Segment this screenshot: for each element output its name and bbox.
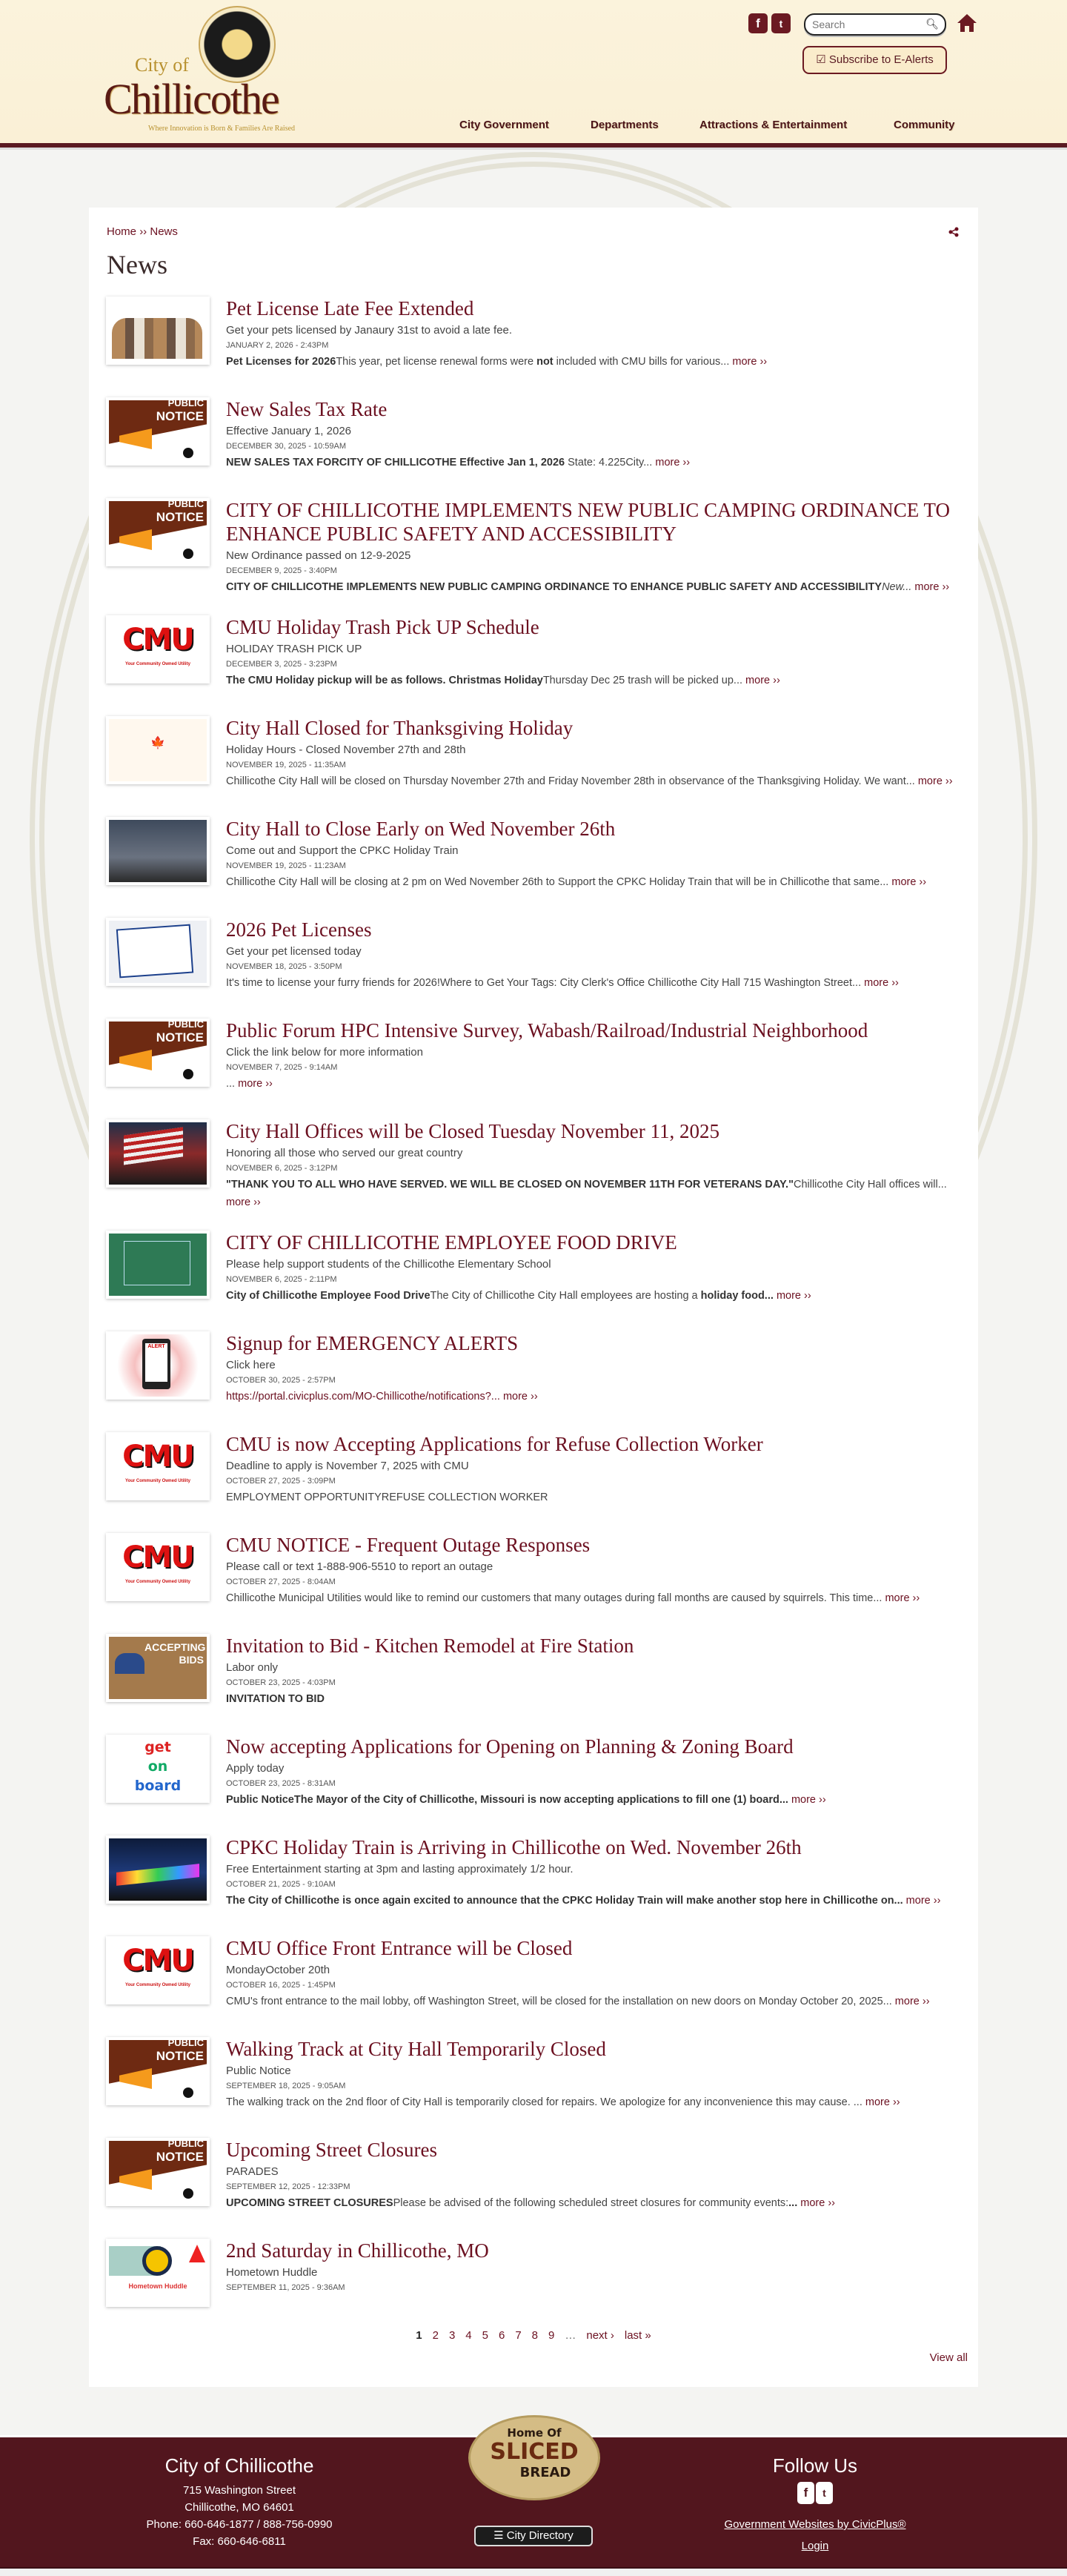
news-title[interactable]: Public Forum HPC Intensive Survey, Wabash/Railroad/Industrial Neighborhood <box>226 1019 868 1042</box>
news-summary <box>226 2194 962 2212</box>
footer-address-2: Chillicothe, MO 64601 <box>185 2501 294 2514</box>
news-title[interactable]: Invitation to Bid - Kitchen Remodel at Fire Station <box>226 1635 634 1657</box>
checkbox-icon: ☑ <box>816 53 829 66</box>
summary-text: Public NoticeThe Mayor of the City of Chillicothe, Missouri is now accepting applications to fill one (1) board... <box>226 1794 788 1806</box>
news-summary <box>226 1176 962 1211</box>
bread-logo-line3: BREAD <box>519 2465 571 2480</box>
news-summary <box>226 873 962 891</box>
page-last[interactable]: last » <box>624 2329 651 2342</box>
news-summary <box>226 672 962 689</box>
site-header <box>0 0 1067 143</box>
more-link[interactable]: more ›› <box>914 581 950 593</box>
header-divider-shadow <box>0 148 1067 150</box>
summary-text: Thursday Dec 25 trash will be picked up... <box>542 675 743 686</box>
city-directory-label: City Directory <box>506 2529 574 2542</box>
search-icon[interactable]: 🔍︎ <box>925 18 939 30</box>
news-item <box>106 1735 962 1816</box>
news-title[interactable]: New Sales Tax Rate <box>226 398 388 420</box>
news-thumbnail-food[interactable] <box>106 1231 210 1299</box>
more-link[interactable]: more ›› <box>226 1196 261 1208</box>
summary-text: New... <box>882 581 912 593</box>
page-link[interactable]: 5 <box>482 2329 488 2342</box>
news-thumbnail-pets[interactable] <box>106 297 210 365</box>
news-thumbnail-cmu[interactable] <box>106 615 210 683</box>
news-date: OCTOBER 23, 2025 - 4:03PM <box>226 1678 336 1687</box>
news-date: DECEMBER 30, 2025 - 10:59AM <box>226 442 347 451</box>
more-link[interactable]: more ›› <box>732 356 768 368</box>
news-date: OCTOBER 27, 2025 - 3:09PM <box>226 1477 336 1486</box>
summary-text: NEW SALES TAX FORCITY OF CHILLICOTHE Effective Jan 1, 2026 <box>226 457 565 468</box>
news-summary <box>226 974 962 992</box>
facebook-icon[interactable]: f <box>748 13 768 33</box>
news-item <box>106 716 962 798</box>
news-subtitle: New Ordinance passed on 12-9-2025 <box>226 549 411 562</box>
news-item <box>106 615 962 697</box>
news-item <box>106 1835 962 1917</box>
pagination <box>89 2329 978 2342</box>
news-subtitle: Please help support students of the Chillicothe Elementary School <box>226 1258 551 1271</box>
page-link[interactable]: 2 <box>432 2329 439 2342</box>
news-title[interactable]: 2nd Saturday in Chillicothe, MO <box>226 2239 489 2262</box>
summary-text: Chillicothe City Hall offices will... <box>793 1179 947 1191</box>
news-date: OCTOBER 23, 2025 - 8:31AM <box>226 1779 336 1788</box>
news-thumbnail-bids[interactable] <box>106 1634 210 1702</box>
search-box <box>804 13 946 36</box>
page-link[interactable]: 8 <box>531 2329 539 2342</box>
news-title[interactable]: CMU Holiday Trash Pick UP Schedule <box>226 616 539 638</box>
thumb-text: CMU <box>122 623 193 657</box>
page-next[interactable]: next › <box>586 2329 614 2342</box>
logo-name: Chillicothe <box>104 75 279 123</box>
twitter-icon[interactable]: t <box>771 13 791 33</box>
thumb-text: get <box>144 1739 171 1755</box>
news-summary <box>226 2093 962 2111</box>
news-item <box>106 1019 962 1100</box>
news-item <box>106 1533 962 1615</box>
news-subtitle: Free Entertainment starting at 3pm and lasting approximately 1/2 hour. <box>226 1863 574 1875</box>
news-date: JANUARY 2, 2026 - 2:43PM <box>226 341 329 350</box>
thumb-text: PUBLIC <box>167 2141 204 2148</box>
summary-text: "THANK YOU TO ALL WHO HAVE SERVED. WE WILL BE CLOSED ON NOVEMBER 11TH FOR VETERANS DAY." <box>226 1179 794 1191</box>
summary-text: Chillicothe City Hall will be closed on Thursday November 27th and Friday November 28th in observance of the Thanksgiving Holiday. We want... <box>226 775 915 787</box>
nav-city-government[interactable]: City Government <box>459 119 549 131</box>
thumb-text: board <box>134 1778 182 1794</box>
summary-text: The City of Chillicothe is once again excited to announce that the CPKC Holiday Train will make another stop here in Chillicothe on... <box>226 1895 903 1907</box>
footer-twitter-icon[interactable]: t <box>816 2482 833 2504</box>
news-thumbnail-trainphoto[interactable] <box>106 817 210 885</box>
news-item <box>106 1119 962 1211</box>
news-item <box>106 1936 962 2018</box>
news-thumbnail-notice[interactable] <box>106 498 210 566</box>
news-summary <box>226 1388 962 1405</box>
more-link[interactable]: more ›› <box>655 457 691 468</box>
news-list <box>106 297 962 2340</box>
more-link[interactable]: more ›› <box>502 1391 538 1403</box>
logo-tagline: Where Innovation is Born & Families Are Raised <box>148 125 296 133</box>
thumb-text: CMU <box>122 1540 193 1575</box>
summary-text: ... <box>788 2197 798 2209</box>
city-logo[interactable] <box>104 6 315 141</box>
thumb-text: Your Community Owned Utility <box>125 1983 190 1987</box>
footer-facebook-icon[interactable]: f <box>797 2482 814 2504</box>
news-title[interactable]: CITY OF CHILLICOTHE EMPLOYEE FOOD DRIVE <box>226 1231 677 1254</box>
news-date: NOVEMBER 6, 2025 - 3:12PM <box>226 1164 338 1173</box>
news-subtitle: Please call or text 1-888-906-5510 to report an outage <box>226 1560 493 1573</box>
more-link[interactable]: more ›› <box>864 977 899 989</box>
news-date: SEPTEMBER 11, 2025 - 9:36AM <box>226 2283 345 2292</box>
news-subtitle: MondayOctober 20th <box>226 1964 330 1976</box>
civicplus-link[interactable]: Government Websites by CivicPlus® <box>724 2518 906 2531</box>
news-thumbnail-thanks[interactable]: 🍁 <box>106 716 210 784</box>
news-subtitle: Get your pet licensed today <box>226 945 362 958</box>
news-thumbnail-board[interactable] <box>106 1735 210 1803</box>
footer-address-1: 715 Washington Street <box>182 2484 296 2497</box>
summary-text: Chillicothe Municipal Utilities would like to remind our customers that many outages during fall months are caused by squirrels. This time... <box>226 1592 882 1604</box>
page-link[interactable]: 9 <box>548 2329 555 2342</box>
bread-logo-line1: Home Of <box>507 2426 562 2440</box>
subscribe-e-alerts-button[interactable] <box>802 46 947 74</box>
thumb-text: NOTICE <box>156 1030 204 1044</box>
summary-text: This year, pet license renewal forms were <box>336 356 537 368</box>
footer-follow <box>645 2454 985 2555</box>
view-all-link[interactable]: View all <box>929 2351 968 2364</box>
news-summary <box>226 1589 962 1607</box>
news-thumbnail-alert[interactable] <box>106 1331 210 1400</box>
home-icon[interactable] <box>956 12 978 34</box>
thumb-text: CMU <box>122 1440 193 1474</box>
more-link[interactable]: more ›› <box>800 2197 835 2209</box>
summary-text: Pet Licenses for 2026 <box>226 356 336 368</box>
news-date: DECEMBER 3, 2025 - 3:23PM <box>226 660 337 669</box>
summary-text: It's time to license your furry friends for 2026!Where to Get Your Tags: City Clerk's Office Chillicothe City Hall 715 Washington Street... <box>226 977 862 989</box>
summary-text: Please be advised of the following scheduled street closures for community events: <box>393 2197 789 2209</box>
summary-text: Chillicothe City Hall will be closing at 2 pm on Wed November 26th to Support the CPKC Holiday Train that will be in Chillicothe that same... <box>226 876 889 888</box>
page-link[interactable]: 3 <box>448 2329 456 2342</box>
news-date: NOVEMBER 6, 2025 - 2:11PM <box>226 1275 337 1284</box>
news-thumbnail-tag[interactable] <box>106 918 210 986</box>
nav-attractions-entertainment[interactable]: Attractions & Entertainment <box>699 119 848 131</box>
summary-text: not <box>536 356 554 368</box>
news-thumbnail-notice[interactable] <box>106 2138 210 2206</box>
search-input[interactable] <box>812 19 923 30</box>
news-item <box>106 1432 962 1514</box>
news-summary <box>226 1690 962 1708</box>
news-date: DECEMBER 9, 2025 - 3:40PM <box>226 566 337 575</box>
news-thumbnail-saturday[interactable] <box>106 2239 210 2307</box>
city-seal-icon <box>199 6 276 83</box>
more-link[interactable]: more ›› <box>891 876 927 888</box>
news-date: NOVEMBER 19, 2025 - 11:35AM <box>226 761 346 769</box>
page-ellipsis: … <box>565 2329 576 2342</box>
news-summary <box>226 772 962 790</box>
thumb-text: ACCEPTING BIDS <box>144 1641 206 1666</box>
login-link[interactable]: Login <box>801 2540 829 2552</box>
page-link[interactable]: 7 <box>515 2329 522 2342</box>
breadcrumb-news[interactable]: News <box>150 225 178 238</box>
news-thumbnail-notice[interactable] <box>106 2037 210 2105</box>
summary-text[interactable]: https://portal.civicplus.com/MO-Chillicothe/notifications?... <box>226 1391 500 1403</box>
news-title[interactable]: CMU NOTICE - Frequent Outage Responses <box>226 1534 591 1556</box>
news-thumbnail-cmu[interactable] <box>106 1533 210 1601</box>
summary-text: City of Chillicothe Employee Food Drive <box>226 1290 431 1302</box>
subscribe-label: Subscribe to E-Alerts <box>828 53 934 66</box>
more-link[interactable]: more ›› <box>894 1996 930 2007</box>
footer-org-name: City of Chillicothe <box>164 2454 314 2477</box>
bread-logo-line2: SLICED <box>490 2439 579 2465</box>
news-summary <box>226 1791 962 1809</box>
more-link[interactable]: more ›› <box>745 675 780 686</box>
thumb-text: CMU <box>122 1944 193 1978</box>
thumb-text: on <box>147 1758 168 1775</box>
summary-text: CITY OF CHILLICOTHE IMPLEMENTS NEW PUBLIC CAMPING ORDINANCE TO ENHANCE PUBLIC SAFETY AND ACCESSIBILITY <box>226 581 882 593</box>
news-subtitle: Honoring all those who served our great country <box>226 1147 463 1159</box>
share-icon[interactable] <box>948 227 959 237</box>
news-item <box>106 918 962 999</box>
news-thumbnail-notice[interactable] <box>106 397 210 466</box>
news-title[interactable]: Walking Track at City Hall Temporarily Closed <box>226 2038 606 2060</box>
news-title[interactable]: CMU is now Accepting Applications for Refuse Collection Worker <box>226 1433 763 1455</box>
news-subtitle: Come out and Support the CPKC Holiday Train <box>226 844 459 857</box>
news-thumbnail-cmu[interactable] <box>106 1936 210 2004</box>
news-item <box>106 498 962 596</box>
summary-text: ... <box>226 1078 236 1090</box>
more-link[interactable]: more ›› <box>885 1592 920 1604</box>
news-summary <box>226 1892 962 1910</box>
news-subtitle: PARADES <box>226 2165 279 2178</box>
news-title[interactable]: CMU Office Front Entrance will be Closed <box>226 1937 573 1959</box>
news-date: OCTOBER 30, 2025 - 2:57PM <box>226 1376 336 1385</box>
thumb-text: PUBLIC <box>167 1022 204 1029</box>
news-item <box>106 2138 962 2219</box>
news-summary <box>226 353 962 371</box>
summary-text: State: 4.225City... <box>565 457 653 468</box>
news-title[interactable]: Pet License Late Fee Extended <box>226 297 474 319</box>
city-directory-button[interactable] <box>474 2526 593 2546</box>
news-thumbnail-notice[interactable] <box>106 1019 210 1087</box>
news-subtitle: Apply today <box>226 1762 285 1775</box>
thumb-text: PUBLIC <box>167 501 204 509</box>
news-date: OCTOBER 21, 2025 - 9:10AM <box>226 1880 336 1889</box>
summary-text: The CMU Holiday pickup will be as follows. Christmas Holiday <box>226 675 543 686</box>
news-subtitle: Labor only <box>226 1661 279 1674</box>
news-title[interactable]: Signup for EMERGENCY ALERTS <box>226 1332 519 1354</box>
news-title[interactable]: CITY OF CHILLICOTHE IMPLEMENTS NEW PUBLIC CAMPING ORDINANCE TO ENHANCE PUBLIC SAFETY AND ACCESSIBILITY <box>226 499 951 545</box>
thumb-text: Your Community Owned Utility <box>125 1479 190 1483</box>
news-thumbnail-train[interactable] <box>106 1835 210 1904</box>
news-thumbnail-veterans[interactable] <box>106 1119 210 1188</box>
news-date: OCTOBER 16, 2025 - 1:45PM <box>226 1981 336 1990</box>
footer-bottom-strip <box>0 2567 1067 2576</box>
page-link[interactable]: 6 <box>498 2329 505 2342</box>
summary-text: holiday food... <box>700 1290 774 1302</box>
news-subtitle: Get your pets licensed by Janaury 31st to avoid a late fee. <box>226 324 513 337</box>
page-link[interactable]: 4 <box>465 2329 472 2342</box>
news-date: SEPTEMBER 18, 2025 - 9:05AM <box>226 2082 346 2090</box>
news-item <box>106 2037 962 2119</box>
news-title[interactable]: CPKC Holiday Train is Arriving in Chillicothe on Wed. November 26th <box>226 1836 802 1858</box>
more-link[interactable]: more ›› <box>238 1078 273 1090</box>
news-item <box>106 1231 962 1312</box>
news-subtitle: Public Notice <box>226 2065 291 2077</box>
summary-text: EMPLOYMENT OPPORTUNITYREFUSE COLLECTION WORKER <box>226 1491 548 1503</box>
summary-text: INVITATION TO BID <box>226 1693 325 1705</box>
nav-departments[interactable]: Departments <box>591 119 659 131</box>
news-summary <box>226 1287 962 1305</box>
news-summary <box>106 578 962 596</box>
thumb-text: PUBLIC <box>167 400 204 408</box>
summary-text: CMU's front entrance to the mail lobby, off Washington Street, will be closed for the installation on new doors on Monday October 20, 2025... <box>226 1996 892 2007</box>
list-icon: ☰ <box>493 2529 507 2542</box>
news-date: NOVEMBER 19, 2025 - 11:23AM <box>226 861 346 870</box>
thumb-text: NOTICE <box>156 510 204 524</box>
news-date: SEPTEMBER 12, 2025 - 12:33PM <box>226 2182 350 2191</box>
more-link[interactable]: more ›› <box>791 1794 826 1806</box>
breadcrumb <box>107 225 178 238</box>
news-title[interactable]: Upcoming Street Closures <box>226 2139 437 2161</box>
thumb-text: Your Community Owned Utility <box>125 662 190 666</box>
footer-fax: Fax: 660-646-6811 <box>193 2535 286 2548</box>
news-date: NOVEMBER 7, 2025 - 9:14AM <box>226 1063 338 1072</box>
summary-text: The walking track on the 2nd floor of City Hall is temporarily closed for repairs. We apologize for any inconvenience this may cause. ... <box>226 2096 862 2108</box>
news-subtitle: Holiday Hours - Closed November 27th and 28th <box>226 744 466 756</box>
news-summary <box>226 454 962 471</box>
news-subtitle: HOLIDAY TRASH PICK UP <box>226 643 362 655</box>
news-title[interactable]: City Hall Closed for Thanksgiving Holiday <box>226 717 574 739</box>
news-item <box>106 2239 962 2320</box>
news-subtitle: Deadline to apply is November 7, 2025 with CMU <box>226 1460 469 1472</box>
more-link[interactable]: more ›› <box>905 1895 941 1907</box>
news-summary <box>226 1075 962 1093</box>
footer-phone: Phone: 660-646-1877 / 888-756-0990 <box>146 2518 333 2531</box>
footer-contact <box>69 2454 410 2550</box>
news-item <box>106 1634 962 1715</box>
thumb-text: ALERT <box>145 1343 167 1382</box>
more-link[interactable]: more ›› <box>917 775 953 787</box>
page-current: 1 <box>416 2329 422 2342</box>
news-subtitle: Click the link below for more information <box>226 1046 423 1059</box>
news-title[interactable]: City Hall to Close Early on Wed November 26th <box>226 818 616 840</box>
news-date: OCTOBER 27, 2025 - 8:04AM <box>226 1577 336 1586</box>
news-item <box>106 1331 962 1413</box>
main-content <box>89 208 978 2387</box>
news-title[interactable]: Now accepting Applications for Opening on Planning & Zoning Board <box>226 1735 794 1758</box>
news-summary <box>226 1489 962 1506</box>
summary-text: UPCOMING STREET CLOSURES <box>226 2197 393 2209</box>
news-summary <box>226 1993 962 2010</box>
thumb-text: PUBLIC <box>167 2040 204 2047</box>
page-title: News <box>107 250 167 279</box>
summary-text: The City of Chillicothe City Hall employees are hosting a <box>430 1290 701 1302</box>
breadcrumb-separator: ›› <box>139 225 147 238</box>
news-title[interactable]: City Hall Offices will be Closed Tuesday November 11, 2025 <box>226 1120 719 1142</box>
thumb-text: NOTICE <box>156 2049 204 2063</box>
news-title[interactable]: 2026 Pet Licenses <box>226 918 372 941</box>
news-subtitle: Hometown Huddle <box>226 2266 318 2279</box>
more-link[interactable]: more ›› <box>865 2096 900 2108</box>
news-item <box>106 817 962 898</box>
more-link[interactable]: more ›› <box>776 1290 811 1302</box>
summary-text: included with CMU bills for various... <box>553 356 730 368</box>
logo-city-of: City of <box>135 54 189 76</box>
news-subtitle: Effective January 1, 2026 <box>226 425 351 437</box>
mailbox-icon <box>115 1653 144 1674</box>
breadcrumb-home[interactable]: Home <box>107 225 137 238</box>
news-thumbnail-cmu[interactable] <box>106 1432 210 1500</box>
nav-community[interactable]: Community <box>894 119 955 131</box>
news-date: NOVEMBER 18, 2025 - 3:50PM <box>226 962 342 971</box>
news-subtitle: Click here <box>226 1359 276 1371</box>
news-item <box>106 397 962 479</box>
thumb-text: NOTICE <box>156 2150 204 2164</box>
thumb-text: Your Community Owned Utility <box>125 1580 190 1584</box>
thumb-text: NOTICE <box>156 409 204 423</box>
sliced-bread-logo <box>468 2415 600 2500</box>
follow-us-heading: Follow Us <box>772 2454 858 2477</box>
news-item <box>106 297 962 378</box>
thumb-text: Hometown Huddle <box>128 2282 187 2290</box>
